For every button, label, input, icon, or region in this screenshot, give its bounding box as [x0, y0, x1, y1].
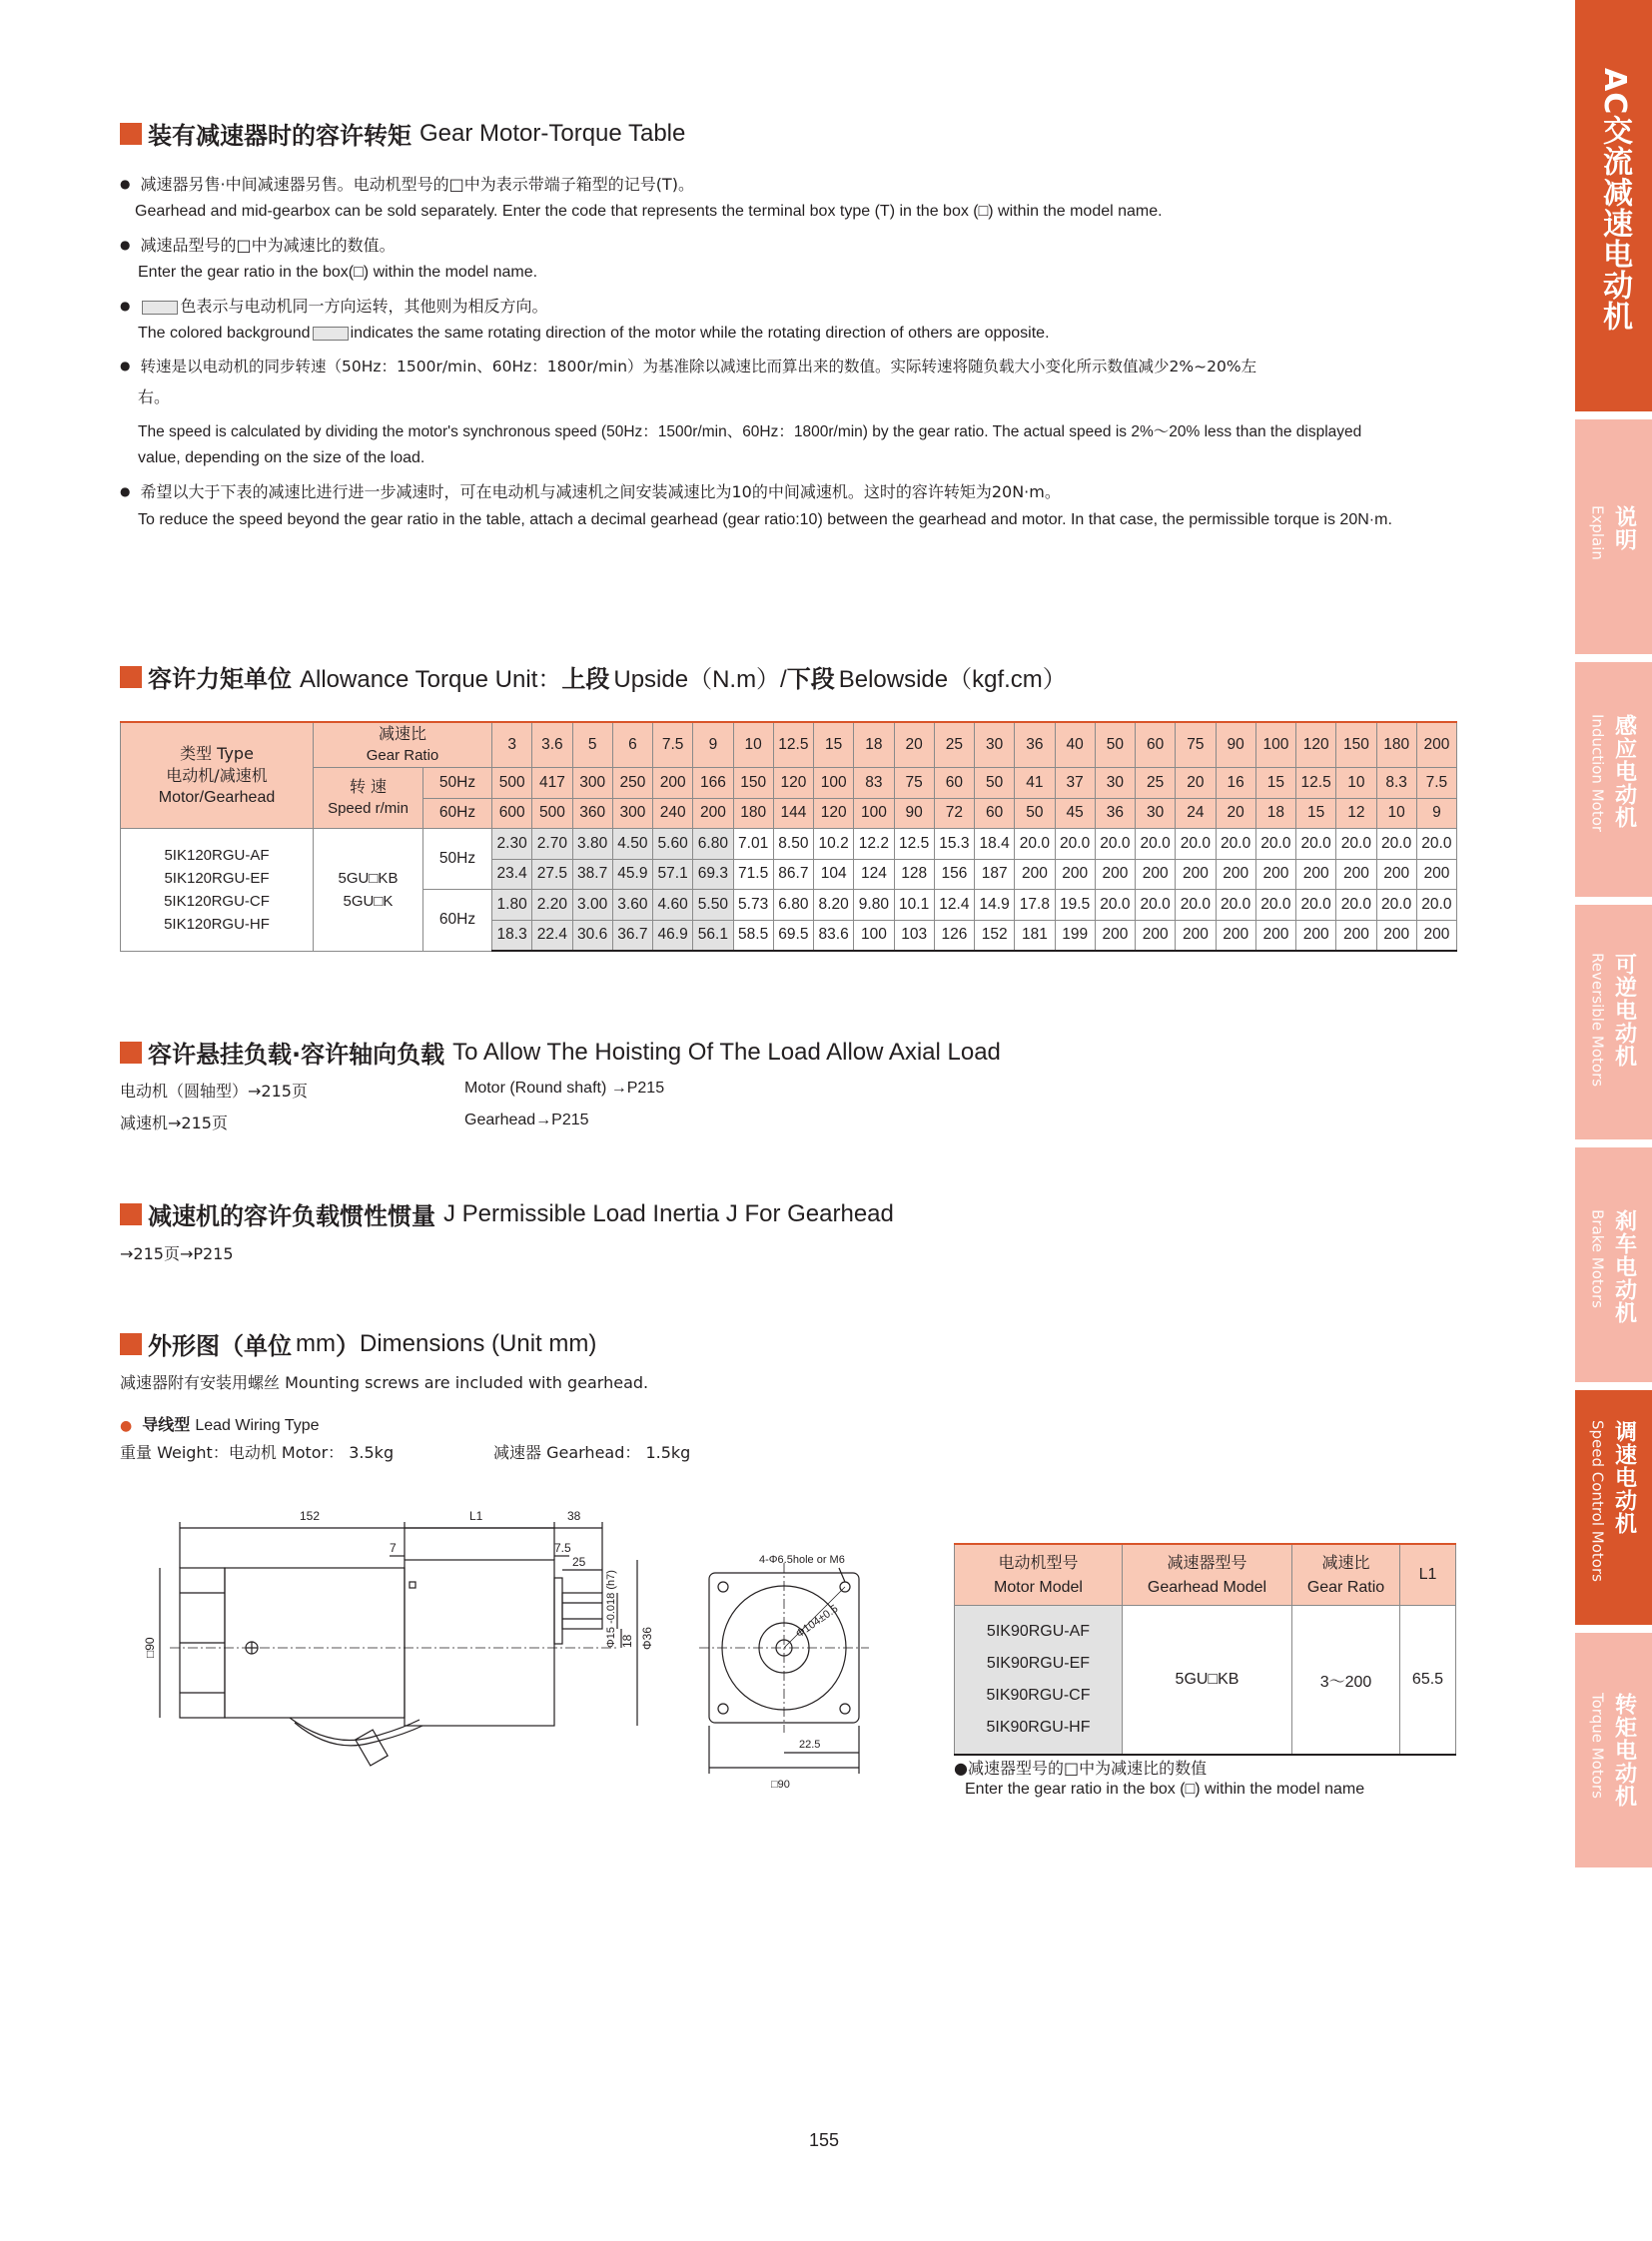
- speed-header-en: Speed r/min: [328, 800, 409, 817]
- torque-row: [121, 829, 1457, 860]
- ratio-cell: 15: [814, 722, 854, 768]
- lead-wiring-type: ● 导线型 Lead Wiring Type: [120, 1415, 320, 1434]
- gear-ratio-header-en: Gear Ratio: [366, 747, 439, 764]
- speed-cell: 360: [572, 798, 612, 829]
- gear-ratio-header: [314, 722, 492, 768]
- torque-cell: 36.7: [612, 920, 652, 951]
- torque-cell: 200: [1296, 859, 1336, 890]
- torque-cell: 20.0: [1296, 890, 1336, 921]
- ratio-header-row: [121, 722, 1457, 768]
- heading-en: Allowance Torque Unit：: [300, 666, 562, 693]
- note-4-en-cont: value, depending on the size of the load.: [138, 449, 425, 466]
- speed-cell: 83: [854, 768, 894, 799]
- torque-cell: 7.01: [733, 829, 773, 860]
- ratio-cell: 6: [612, 722, 652, 768]
- tab-brake-motors[interactable]: [1575, 1147, 1652, 1382]
- torque-cell: 38.7: [572, 859, 612, 890]
- note-4-zh: ● 转速是以电动机的同步转速（50Hz：1500r/min、60Hz：1800r/min）为基准除以减速比而算出来的数值。实际转速将随负载大小变化所示数值减少2%~20%左: [120, 355, 1256, 376]
- torque-cell: 200: [1015, 859, 1055, 890]
- torque-cell: 200: [1336, 859, 1376, 890]
- ratio-cell: 100: [1255, 722, 1295, 768]
- page-number: 155: [809, 2130, 840, 2150]
- ref-motor-en: Motor (Round shaft) →P215: [464, 1080, 665, 1097]
- speed-cell: 50: [1015, 798, 1055, 829]
- torque-cell: 20.0: [1136, 890, 1176, 921]
- torque-cell: 20.0: [1216, 890, 1255, 921]
- note-1-zh: ● 减速器另售·中间减速器另售。电动机型号的□中为表示带端子箱型的记号(T)。: [120, 172, 694, 195]
- tab-label-en: Brake Motors: [1588, 1209, 1607, 1308]
- speed-cell: 200: [653, 768, 693, 799]
- gearhead-model: 5GU□K: [343, 892, 394, 910]
- torque-cell: 104: [814, 859, 854, 890]
- heading-zh-close: ）: [335, 1332, 360, 1360]
- weight-motor: 重量 Weight：电动机 Motor： 3.5kg: [120, 1443, 395, 1462]
- speed-cell: 36: [1095, 798, 1135, 829]
- torque-cell: 12.4: [934, 890, 974, 921]
- torque-cell: 181: [1015, 920, 1055, 951]
- speed-cell: 72: [934, 798, 974, 829]
- ratio-cell: 3.6: [532, 722, 572, 768]
- header-gearhead-model: 减速器型号 Gearhead Model: [1123, 1544, 1292, 1606]
- ratio-cell: 120: [1296, 722, 1336, 768]
- torque-cell: 8.50: [773, 829, 813, 860]
- tab-label: AC交流减速电动机: [1597, 68, 1632, 333]
- speed-cell: 30: [1095, 768, 1135, 799]
- gear-ratio-range: 3～200: [1292, 1606, 1400, 1756]
- torque-cell: 126: [934, 920, 974, 951]
- ratio-cell: 18: [854, 722, 894, 768]
- tab-label-en: Induction Motor: [1588, 714, 1607, 833]
- torque-cell: 200: [1095, 920, 1135, 951]
- torque-cell: 20.0: [1095, 890, 1135, 921]
- motor-models: [955, 1606, 1123, 1756]
- model-table-note-zh: ●减速器型号的□中为减速比的数值: [954, 1759, 1208, 1778]
- speed-cell: 120: [814, 798, 854, 829]
- heading-zh: 容许悬挂负载·容许轴向负载: [148, 1041, 445, 1069]
- tab-label-en: Torque Motors: [1588, 1693, 1607, 1799]
- dim-38: 38: [567, 1509, 581, 1523]
- torque-cell: 71.5: [733, 859, 773, 890]
- torque-cell: 27.5: [532, 859, 572, 890]
- ratio-cell: 30: [975, 722, 1015, 768]
- output-shaft: [562, 1593, 602, 1629]
- dim-7-5: 7.5: [554, 1541, 571, 1555]
- torque-cell: 20.0: [1216, 829, 1255, 860]
- dim-pcd: Φ104±0.5: [793, 1602, 841, 1641]
- ref-motor-zh: 电动机（圆轴型）→215页: [120, 1082, 308, 1101]
- torque-cell: 187: [975, 859, 1015, 890]
- torque-cell: 20.0: [1015, 829, 1055, 860]
- heading-zh: 减速机的容许负载惯性惯量: [148, 1202, 435, 1230]
- torque-cell: 56.1: [693, 920, 733, 951]
- header-motor-model: 电动机型号 Motor Model: [955, 1544, 1123, 1606]
- dim-7: 7: [390, 1541, 397, 1555]
- dim-25: 25: [572, 1555, 586, 1569]
- speed-cell: 75: [894, 768, 934, 799]
- tab-induction-motor[interactable]: [1575, 662, 1652, 897]
- torque-cell: 6.80: [693, 829, 733, 860]
- torque-cell: 12.5: [894, 829, 934, 860]
- tab-ac-gear-motor[interactable]: [1575, 0, 1652, 411]
- torque-cell: 200: [1255, 859, 1295, 890]
- type-header-line: 类型 Type: [180, 743, 254, 763]
- speed-cell: 240: [653, 798, 693, 829]
- speed-cell: 20: [1216, 798, 1255, 829]
- speed-cell: 300: [572, 768, 612, 799]
- heading-zh: 装有减速器时的容许转矩: [148, 122, 412, 150]
- speed-cell: 18: [1255, 798, 1295, 829]
- torque-cell: 5.73: [733, 890, 773, 921]
- torque-cell: 2.70: [532, 829, 572, 860]
- dim-shaft-dia: Φ15 -0.018 (h7): [605, 1570, 617, 1648]
- torque-cell: 152: [975, 920, 1015, 951]
- speed-cell: 9: [1416, 798, 1456, 829]
- type-header-line: 电动机/减速机: [166, 765, 268, 785]
- torque-cell: 200: [1055, 859, 1095, 890]
- torque-cell: 14.9: [975, 890, 1015, 921]
- tab-label-en: Explain: [1588, 505, 1607, 560]
- note-5-en: To reduce the speed beyond the gear ratio in the table, attach a decimal gearhead (gear ratio:10) between the gearhead and motor. In that case, the permissible torque is 20N·m.: [138, 511, 1392, 528]
- torque-cell: 9.80: [854, 890, 894, 921]
- speed-cell: 144: [773, 798, 813, 829]
- heading-square-icon: [120, 1333, 142, 1355]
- torque-cell: 200: [1216, 920, 1255, 951]
- torque-cell: 103: [894, 920, 934, 951]
- heading-en: Gear Motor-Torque Table: [419, 119, 686, 147]
- ratio-cell: 9: [693, 722, 733, 768]
- torque-cell: 20.0: [1296, 829, 1336, 860]
- speed-cell: 10: [1376, 798, 1416, 829]
- tab-reversible-motors[interactable]: [1575, 905, 1652, 1139]
- motor-model: 5IK90RGU-EF: [986, 1655, 1091, 1672]
- heading-square-icon: [120, 1042, 142, 1064]
- torque-cell: 20.0: [1376, 890, 1416, 921]
- torque-cell: 20.0: [1055, 829, 1095, 860]
- ref-gearhead-en: Gearhead→P215: [464, 1112, 589, 1128]
- torque-cell: 20.0: [1095, 829, 1135, 860]
- ratio-cell: 25: [934, 722, 974, 768]
- torque-cell: 20.0: [1376, 829, 1416, 860]
- front-view: [699, 1563, 869, 1774]
- torque-cell: 200: [1296, 920, 1336, 951]
- motor-model: 5IK120RGU-CF: [164, 892, 270, 910]
- ratio-cell: 5: [572, 722, 612, 768]
- ratio-cell: 75: [1176, 722, 1216, 768]
- tab-label: 刹车电动机: [1611, 1209, 1637, 1324]
- speed-50-row: [121, 768, 1457, 799]
- speed-cell: 120: [773, 768, 813, 799]
- torque-cell: 3.60: [612, 890, 652, 921]
- dimension-drawing: [140, 1498, 899, 1818]
- ratio-cell: 20: [894, 722, 934, 768]
- torque-cell: 200: [1095, 859, 1135, 890]
- note-2-en: Enter the gear ratio in the box(□) within the model name.: [138, 264, 538, 281]
- speed-cell: 30: [1136, 798, 1176, 829]
- torque-cell: 30.6: [572, 920, 612, 951]
- speed-cell: 300: [612, 798, 652, 829]
- ratio-cell: 12.5: [773, 722, 813, 768]
- torque-cell: 18.4: [975, 829, 1015, 860]
- motor-model: 5IK120RGU-HF: [164, 915, 270, 933]
- tab-label: 说明: [1611, 505, 1637, 551]
- hz-label: 50Hz: [423, 829, 492, 890]
- dim-sq90: □90: [771, 1779, 790, 1791]
- speed-cell: 16: [1216, 768, 1255, 799]
- heading-upside-en: Upside（N.m）/: [613, 666, 787, 693]
- note-3-en: The colored background indicates the same rotating direction of the motor while the rotating direction of others are opposite.: [138, 325, 1050, 342]
- torque-cell: 124: [854, 859, 894, 890]
- torque-cell: 46.9: [653, 920, 693, 951]
- speed-cell: 100: [854, 798, 894, 829]
- torque-cell: 100: [854, 920, 894, 951]
- speed-cell: 150: [733, 768, 773, 799]
- torque-cell: 200: [1255, 920, 1295, 951]
- torque-cell: 57.1: [653, 859, 693, 890]
- heading-square-icon: [120, 123, 142, 145]
- ratio-cell: 180: [1376, 722, 1416, 768]
- torque-cell: 200: [1376, 859, 1416, 890]
- speed-cell: 180: [733, 798, 773, 829]
- note-1-en: Gearhead and mid-gearbox can be sold separately. Enter the code that represents the terminal box type (T) in the box (□) within the model name.: [135, 203, 1163, 220]
- torque-cell: 200: [1136, 920, 1176, 951]
- torque-cell: 200: [1176, 920, 1216, 951]
- motor-model: 5IK90RGU-HF: [986, 1719, 1091, 1736]
- side-tabs: [1575, 0, 1652, 2241]
- speed-cell: 24: [1176, 798, 1216, 829]
- torque-cell: 19.5: [1055, 890, 1095, 921]
- hz-label: 60Hz: [423, 798, 492, 829]
- tab-explain[interactable]: [1575, 419, 1652, 654]
- note-5-zh: ● 希望以大于下表的减速比进行进一步减速时，可在电动机与减速机之间安装减速比为10的中间减速机。这时的容许转矩为20N·m。: [120, 479, 1061, 502]
- speed-cell: 90: [894, 798, 934, 829]
- torque-cell: 128: [894, 859, 934, 890]
- torque-cell: 5.60: [653, 829, 693, 860]
- note-3-zh: ● 色表示与电动机同一方向运转，其他则为相反方向。: [120, 294, 548, 317]
- torque-cell: 10.2: [814, 829, 854, 860]
- ref-inertia: →215页→P215: [120, 1244, 234, 1263]
- heading-zh: 外形图（单位: [148, 1332, 292, 1360]
- heading-unit: mm: [296, 1329, 336, 1357]
- torque-cell: 1.80: [492, 890, 532, 921]
- motor-model: 5IK90RGU-AF: [986, 1623, 1091, 1640]
- heading-upside-zh: 上段: [561, 665, 610, 693]
- tab-torque-motors[interactable]: [1575, 1633, 1652, 1868]
- torque-cell: 20.0: [1176, 890, 1216, 921]
- torque-cell: 200: [1216, 859, 1255, 890]
- section-heading-allowance-torque: [120, 659, 1067, 694]
- motor-models: [121, 829, 314, 952]
- speed-cell: 500: [492, 768, 532, 799]
- torque-cell: 20.0: [1416, 890, 1456, 921]
- tab-label: 转矩电动机: [1611, 1693, 1637, 1808]
- ratio-cell: 60: [1136, 722, 1176, 768]
- torque-cell: 17.8: [1015, 890, 1055, 921]
- dim-18: 18: [620, 1634, 634, 1648]
- note-4-en: The speed is calculated by dividing the motor's synchronous speed (50Hz：1500r/min、60Hz：1800r/min) by the gear ratio. The actual speed is 2%～20% less than the displayed: [138, 423, 1362, 440]
- note-4-zh-cont: 右。: [138, 387, 171, 406]
- ratio-cell: 36: [1015, 722, 1055, 768]
- colored-background-swatch: [142, 301, 178, 315]
- ratio-cell: 3: [492, 722, 532, 768]
- speed-cell: 20: [1176, 768, 1216, 799]
- speed-header: [314, 768, 423, 829]
- speed-cell: 8.3: [1376, 768, 1416, 799]
- torque-cell: 86.7: [773, 859, 813, 890]
- ratio-cell: 90: [1216, 722, 1255, 768]
- gear-ratio-header-zh: 减速比: [379, 724, 427, 743]
- torque-cell: 8.20: [814, 890, 854, 921]
- dim-22-5: 22.5: [799, 1739, 821, 1751]
- gearhead-body: [405, 1560, 554, 1726]
- speed-cell: 200: [693, 798, 733, 829]
- weight-gearhead: 减速器 Gearhead： 1.5kg: [493, 1443, 691, 1462]
- torque-cell: 156: [934, 859, 974, 890]
- tab-label-en: Speed Control Motors: [1588, 1420, 1607, 1582]
- tab-label: 感应电动机: [1611, 714, 1637, 829]
- torque-cell: 20.0: [1176, 829, 1216, 860]
- torque-cell: 200: [1336, 920, 1376, 951]
- dim-l1: L1: [469, 1509, 483, 1523]
- speed-cell: 12.5: [1296, 768, 1336, 799]
- tab-label-en: Reversible Motors: [1588, 953, 1607, 1088]
- torque-cell: 45.9: [612, 859, 652, 890]
- l1-value: 65.5: [1400, 1606, 1456, 1756]
- speed-cell: 417: [532, 768, 572, 799]
- ratio-cell: 40: [1055, 722, 1095, 768]
- torque-cell: 10.1: [894, 890, 934, 921]
- dim-152: 152: [300, 1509, 321, 1523]
- motor-model: 5IK120RGU-AF: [164, 846, 270, 864]
- speed-cell: 50: [975, 768, 1015, 799]
- dim-36: Φ36: [640, 1627, 654, 1650]
- torque-cell: 15.3: [934, 829, 974, 860]
- section-heading-load-inertia: [120, 1196, 894, 1231]
- speed-cell: 250: [612, 768, 652, 799]
- speed-cell: 60: [934, 768, 974, 799]
- speed-header-zh: 转 速: [349, 777, 388, 796]
- note-2-zh: ● 减速品型号的□中为减速比的数值。: [120, 233, 396, 256]
- model-table-note-en: Enter the gear ratio in the box (□) within the model name: [965, 1781, 1365, 1798]
- torque-cell: 2.20: [532, 890, 572, 921]
- speed-cell: 60: [975, 798, 1015, 829]
- section-heading-torque-table: [120, 116, 685, 151]
- speed-cell: 7.5: [1416, 768, 1456, 799]
- torque-cell: 2.30: [492, 829, 532, 860]
- speed-cell: 45: [1055, 798, 1095, 829]
- gearhead-model: 5GU□KB: [1123, 1606, 1292, 1756]
- ref-gearhead-zh: 减速机→215页: [120, 1114, 228, 1132]
- speed-cell: 37: [1055, 768, 1095, 799]
- ratio-cell: 7.5: [653, 722, 693, 768]
- heading-zh: 容许力矩单位: [148, 665, 292, 693]
- torque-cell: 20.0: [1416, 829, 1456, 860]
- header-gear-ratio: 减速比 Gear Ratio: [1292, 1544, 1400, 1606]
- dim-90: □90: [143, 1637, 157, 1658]
- torque-cell: 18.3: [492, 920, 532, 951]
- torque-cell: 69.5: [773, 920, 813, 951]
- hz-label: 50Hz: [423, 768, 492, 799]
- torque-cell: 12.2: [854, 829, 894, 860]
- torque-cell: 6.80: [773, 890, 813, 921]
- torque-cell: 3.00: [572, 890, 612, 921]
- torque-cell: 22.4: [532, 920, 572, 951]
- torque-cell: 20.0: [1336, 890, 1376, 921]
- torque-cell: 4.60: [653, 890, 693, 921]
- torque-cell: 23.4: [492, 859, 532, 890]
- heading-en: To Allow The Hoisting Of The Load Allow Axial Load: [452, 1038, 1001, 1066]
- speed-cell: 500: [532, 798, 572, 829]
- heading-belowside-en: Belowside（kgf.cm）: [838, 666, 1067, 693]
- heading-belowside-zh: 下段: [786, 665, 835, 693]
- heading-en: J Permissible Load Inertia J For Gearhead: [443, 1199, 894, 1227]
- torque-cell: 3.80: [572, 829, 612, 860]
- torque-cell: 4.50: [612, 829, 652, 860]
- gearhead-model: 5GU□KB: [338, 869, 399, 887]
- tab-label: 可逆电动机: [1611, 953, 1637, 1068]
- torque-cell: 200: [1136, 859, 1176, 890]
- header-l1: L1: [1400, 1544, 1456, 1606]
- heading-square-icon: [120, 1203, 142, 1225]
- speed-cell: 600: [492, 798, 532, 829]
- torque-cell: 199: [1055, 920, 1095, 951]
- type-header-line: Motor/Gearhead: [158, 788, 276, 806]
- type-header: [121, 722, 314, 829]
- gearhead-models: [314, 829, 423, 952]
- torque-cell: 200: [1416, 859, 1456, 890]
- torque-cell: 69.3: [693, 859, 733, 890]
- torque-cell: 5.50: [693, 890, 733, 921]
- ratio-cell: 50: [1095, 722, 1135, 768]
- speed-cell: 100: [814, 768, 854, 799]
- torque-table: [120, 721, 1457, 952]
- torque-cell: 58.5: [733, 920, 773, 951]
- speed-cell: 10: [1336, 768, 1376, 799]
- model-table: [954, 1543, 1456, 1756]
- motor-model: 5IK90RGU-CF: [986, 1687, 1091, 1704]
- speed-cell: 15: [1296, 798, 1336, 829]
- torque-cell: 20.0: [1255, 829, 1295, 860]
- torque-cell: 20.0: [1136, 829, 1176, 860]
- ratio-cell: 200: [1416, 722, 1456, 768]
- motor-model: 5IK120RGU-EF: [164, 869, 270, 887]
- torque-cell: 20.0: [1336, 829, 1376, 860]
- torque-cell: 83.6: [814, 920, 854, 951]
- torque-cell: 200: [1376, 920, 1416, 951]
- speed-cell: 166: [693, 768, 733, 799]
- dim-hole: 4-Φ6.5hole or M6: [759, 1554, 845, 1566]
- speed-cell: 12: [1336, 798, 1376, 829]
- torque-cell: 20.0: [1255, 890, 1295, 921]
- torque-cell: 200: [1176, 859, 1216, 890]
- ratio-cell: 150: [1336, 722, 1376, 768]
- heading-square-icon: [120, 666, 142, 688]
- hz-label: 60Hz: [423, 890, 492, 952]
- speed-cell: 25: [1136, 768, 1176, 799]
- torque-cell: 200: [1416, 920, 1456, 951]
- section-heading-dimensions: [120, 1326, 596, 1361]
- ratio-cell: 10: [733, 722, 773, 768]
- tab-speed-control-motors[interactable]: [1575, 1390, 1652, 1625]
- heading-en: Dimensions (Unit mm): [359, 1329, 597, 1357]
- tab-label: 调速电动机: [1611, 1420, 1637, 1535]
- colored-background-swatch: [313, 327, 349, 341]
- speed-cell: 41: [1015, 768, 1055, 799]
- speed-cell: 15: [1255, 768, 1295, 799]
- mounting-screws-note: 减速器附有安装用螺丝 Mounting screws are included with gearhead.: [120, 1373, 649, 1392]
- section-heading-hoisting-load: [120, 1035, 1001, 1070]
